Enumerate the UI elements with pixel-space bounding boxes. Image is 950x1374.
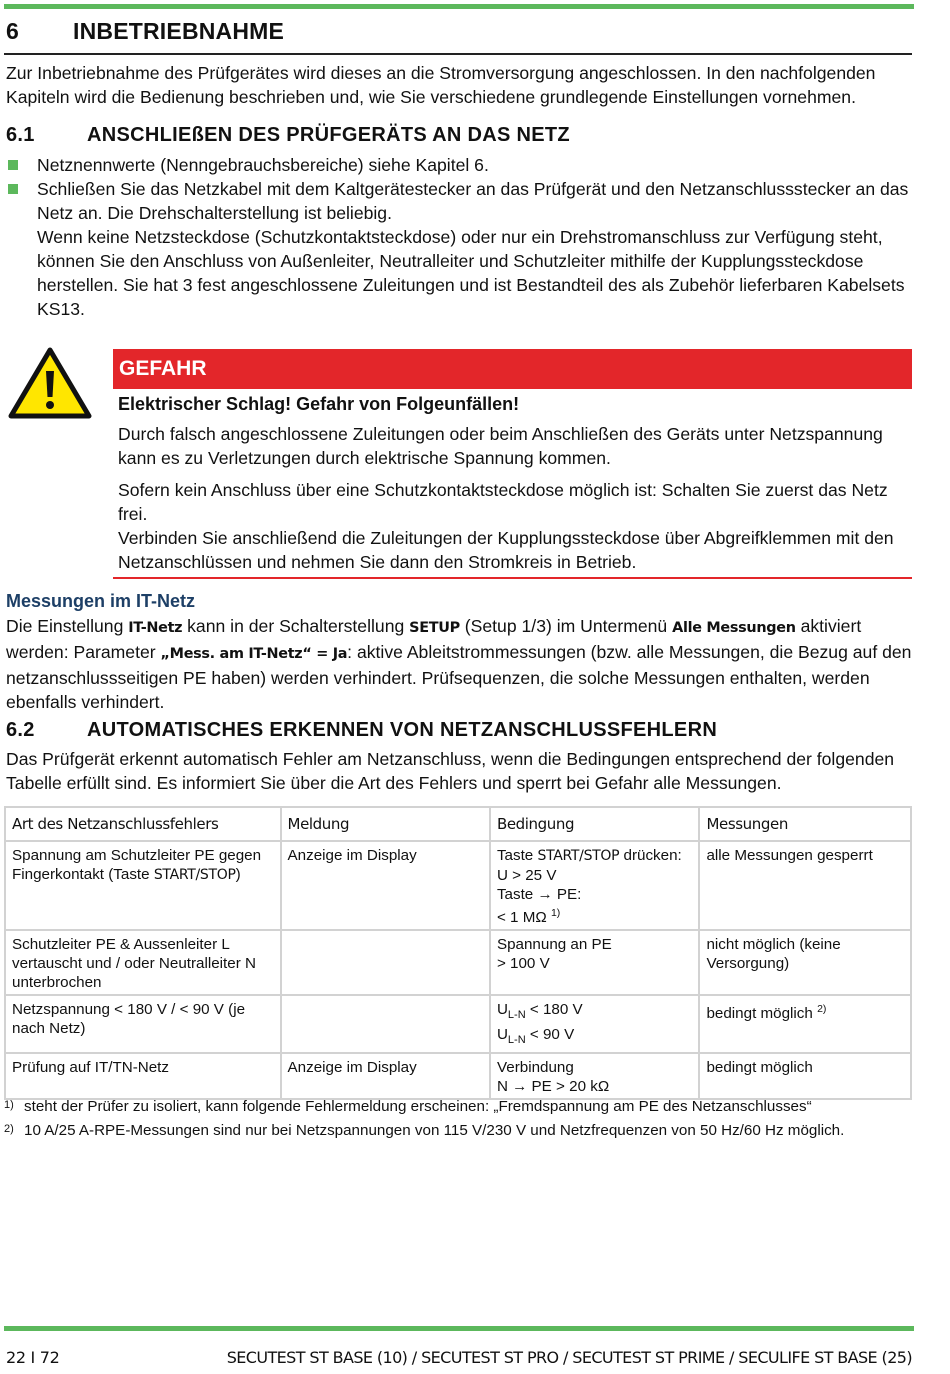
warning-banner bbox=[113, 349, 912, 389]
chapter-title: INBETRIEBNAHME bbox=[73, 18, 285, 44]
warning-triangle-icon bbox=[8, 347, 92, 419]
table-cell: bedingt möglich bbox=[699, 1053, 911, 1099]
table-row bbox=[5, 1053, 911, 1099]
top-accent-bar bbox=[4, 4, 914, 9]
section-6-2-title: AUTOMATISCHES ERKENNEN VON NETZANSCHLUSSFEHLERN bbox=[87, 719, 718, 741]
warning-paragraph-2a: Sofern kein Anschluss über eine Schutzkontaktsteckdose möglich ist: Schalten Sie zuerst das Netz frei. bbox=[118, 480, 888, 524]
bullet-square-icon bbox=[8, 184, 18, 194]
section-6-1-bullets bbox=[4, 153, 912, 321]
table-cell: Prüfung auf IT/TN-Netz bbox=[5, 1053, 281, 1099]
column-header: Meldung bbox=[281, 807, 490, 841]
footnote-mark: 2) bbox=[4, 1123, 14, 1135]
table-row bbox=[5, 995, 911, 1053]
chapter-intro: Zur Inbetriebnahme des Prüfgerätes wird dieses an die Stromversorgung angeschlossen. In den nachfolgenden Kapiteln wird die Bedienung beschrieben und, wie Sie verschiedene grundlegende Einstellungen vornehmen. bbox=[6, 63, 876, 107]
column-header: Messungen bbox=[699, 807, 911, 841]
page-number: 22 I 72 bbox=[6, 1348, 60, 1367]
chapter-number: 6 bbox=[6, 18, 19, 44]
column-header: Bedingung bbox=[490, 807, 700, 841]
table-cell: Netzspannung < 180 V / < 90 V (je nach Netz) bbox=[5, 995, 281, 1053]
footnote-2 bbox=[0, 1121, 890, 1141]
footnote-ref: 2) bbox=[817, 1003, 827, 1015]
table-cell: $U_{L-N} < 180$ V $U_{L-N} < 90$ V bbox=[490, 995, 700, 1053]
submenu-name: Alle Messungen bbox=[672, 620, 796, 636]
list-item bbox=[4, 177, 912, 225]
chapter-rule bbox=[4, 53, 912, 55]
table-cell: Taste START/STOP drücken: U > 25 V Taste → PE: < 1 MΩ $^{1)}$ bbox=[490, 841, 700, 930]
table-cell: bedingt möglich $^{2)}$ bbox=[699, 995, 911, 1053]
footer-accent-bar bbox=[4, 1326, 914, 1331]
warning-headline: Elektrischer Schlag! Gefahr von Folgeunfällen! bbox=[118, 394, 520, 414]
parameter-name: „Mess. am IT-Netz“ = Ja bbox=[160, 646, 348, 662]
section-6-2-number: 6.2 bbox=[6, 719, 35, 741]
warning-paragraph-2 bbox=[118, 478, 913, 574]
warning-paragraph-2b: Verbinden Sie anschließend die Zuleitungen der Kupplungssteckdose über Abgreifklemmen mit den Netzanschlüssen und nehmen Sie dann den Stromkreis in Betrieb. bbox=[118, 528, 894, 572]
list-item bbox=[4, 153, 912, 177]
table-cell: alle Messungen gesperrt bbox=[699, 841, 911, 930]
footnote-1 bbox=[0, 1097, 890, 1117]
footnote-mark: 1) bbox=[4, 1099, 14, 1111]
table-row bbox=[5, 930, 911, 995]
table-cell: Anzeige im Display bbox=[281, 1053, 490, 1099]
it-netz-paragraph: Die Einstellung IT-Netz kann in der Schalterstellung SETUP (Setup 1/3) im Untermenü Alle Messungen aktiviert werden: Parameter „Mess. am IT-Netz“ = Ja: aktive Ableitstrommessungen (bzw. alle Messungen, die Bezug auf den netzanschlussseitigen PE haben) werden verhindert. Prüfsequenzen, die solche Messungen enthalten, werden ebenfalls verhindert. bbox=[6, 616, 912, 712]
table-cell: Spannung am Schutzleiter PE gegen Fingerkontakt (Taste START/STOP) bbox=[5, 841, 281, 930]
table-cell: Spannung an PE > 100 V bbox=[490, 930, 700, 995]
table-cell: nicht möglich (keine Versorgung) bbox=[699, 930, 911, 995]
table-row bbox=[5, 841, 911, 930]
footnote-text: steht der Prüfer zu isoliert, kann folgende Fehlermeldung erscheinen: „Fremdspannung am PE des Netzanschlusses“ bbox=[24, 1098, 812, 1115]
section-6-2-intro: Das Prüfgerät erkennt automatisch Fehler am Netzanschluss, wenn die Bedingungen entsprechend der folgenden Tabelle erfüllt sind. Es informiert Sie über die Art des Fehlers und sperrt bei Gefahr alle Messungen. bbox=[6, 749, 895, 793]
network-faults-table bbox=[4, 806, 912, 1100]
footnote-ref: 1) bbox=[550, 907, 561, 919]
footnote-text: 10 A/25 A-RPE-Messungen sind nur bei Netzspannungen von 115 V/230 V und Netzfrequenzen von 50 Hz/60 Hz möglich. bbox=[24, 1122, 845, 1139]
bullet-text: Netznennwerte (Nenngebrauchsbereiche) siehe Kapitel 6. bbox=[37, 155, 489, 175]
table-cell: Verbindung N → PE > 20 kΩ bbox=[490, 1053, 700, 1099]
table-cell: Schutzleiter PE & Aussenleiter L vertauscht und / oder Neutralleiter N unterbrochen bbox=[5, 930, 281, 995]
section-6-1-number: 6.1 bbox=[6, 124, 35, 146]
section-6-1-note: Wenn keine Netzsteckdose (Schutzkontaktsteckdose) oder nur ein Drehstromanschluss zur Verfügung steht, können Sie den Anschluss von Außenleiter, Neutralleiter und Schutzleiter mithilfe der Kupplungssteckdose herstellen. Sie hat 3 fest angeschlossene Zuleitungen und ist Bestandteil des als Zubehör lieferbaren Kabelsets KS13. bbox=[37, 227, 905, 319]
table-cell bbox=[281, 930, 490, 995]
bullet-square-icon bbox=[8, 160, 18, 170]
section-6-1-title: ANSCHLIEßEN DES PRÜFGERÄTS AN DAS NETZ bbox=[87, 124, 570, 146]
setting-name: IT-Netz bbox=[128, 620, 183, 636]
footer-products: SECUTEST ST BASE (10) / SECUTEST ST PRO / SECUTEST ST PRIME / SECULIFE ST BASE (25) bbox=[226, 1348, 912, 1367]
column-header: Art des Netzanschlussfehlers bbox=[5, 807, 281, 841]
table-header-row bbox=[5, 807, 911, 841]
switch-position: SETUP bbox=[409, 620, 460, 636]
warning-paragraph-1: Durch falsch angeschlossene Zuleitungen oder beim Anschließen des Geräts unter Netzspannung kann es zu Verletzungen durch elektrische Spannung kommen. bbox=[118, 424, 883, 468]
it-netz-heading: Messungen im IT-Netz bbox=[6, 591, 196, 611]
bullet-text: Schließen Sie das Netzkabel mit dem Kaltgerätestecker an das Prüfgerät und den Netzanschlussstecker an das Netz an. Die Drehschalterstellung ist beliebig. bbox=[37, 179, 909, 223]
table-cell: Anzeige im Display bbox=[281, 841, 490, 930]
warning-bottom-rule bbox=[113, 577, 912, 579]
warning-label: GEFAHR bbox=[119, 357, 207, 380]
table-cell bbox=[281, 995, 490, 1053]
